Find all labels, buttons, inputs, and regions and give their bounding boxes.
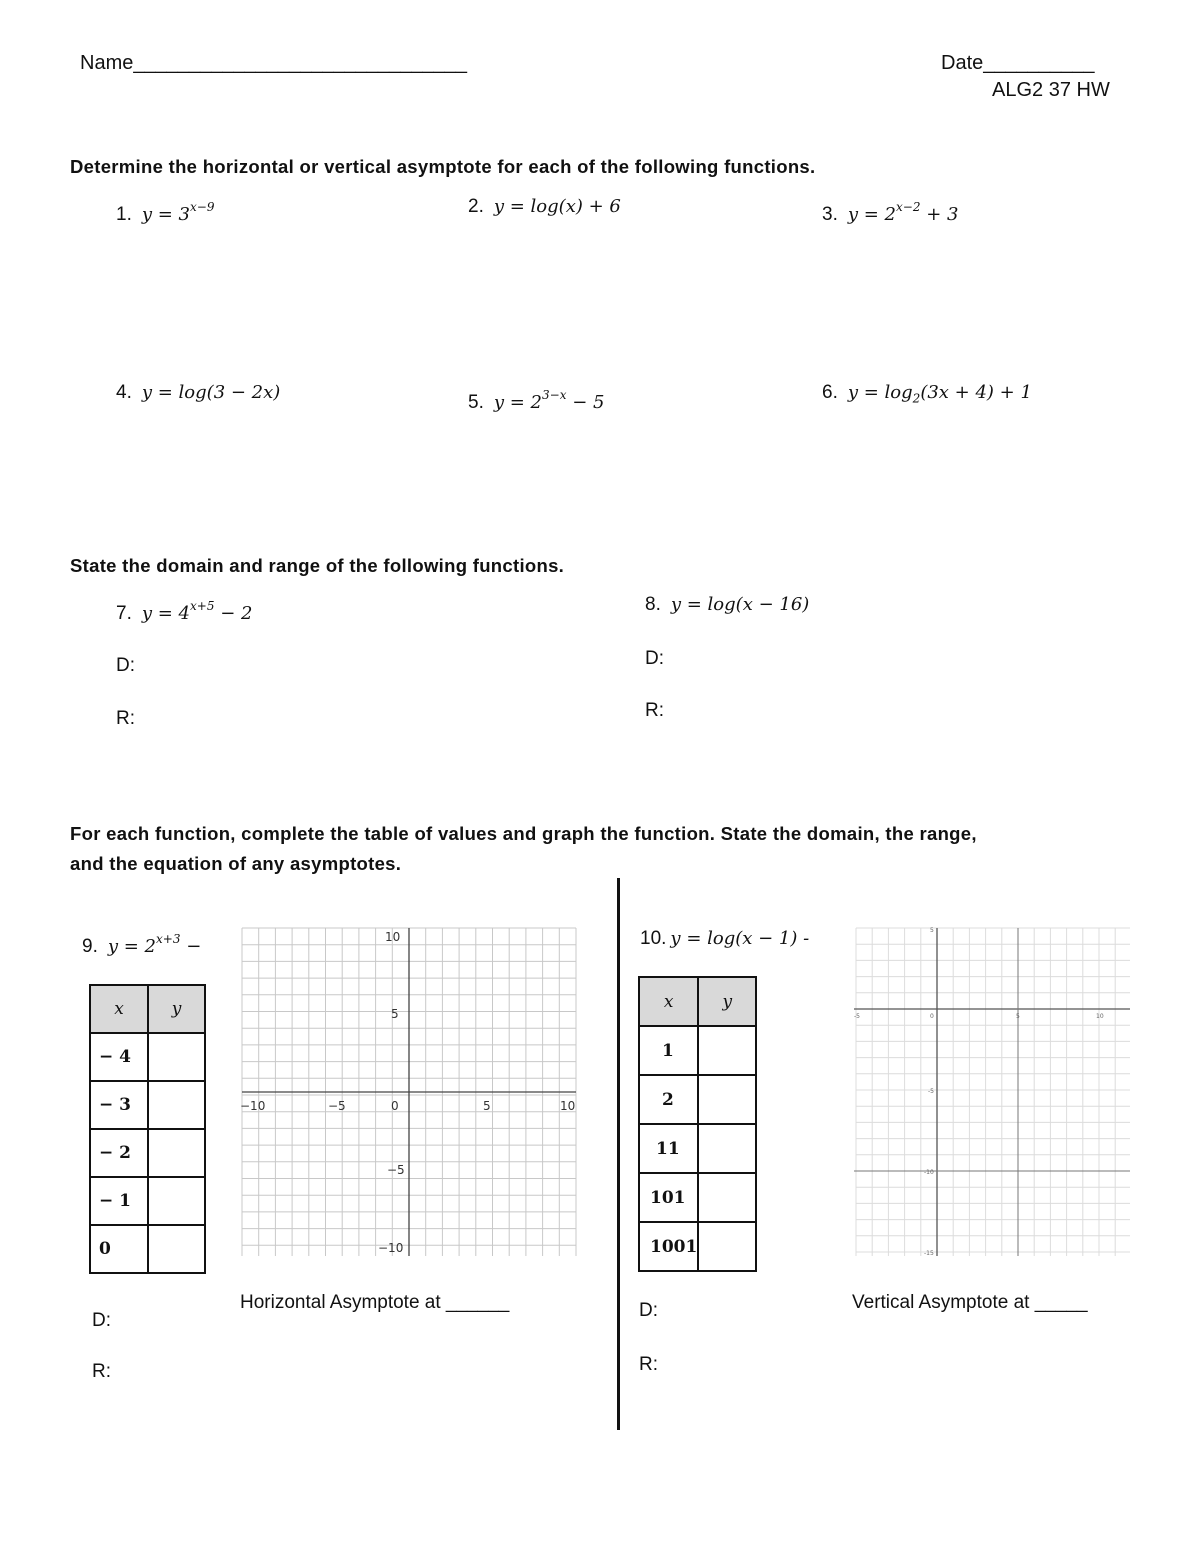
- problem-8-domain-label: D:: [645, 648, 664, 669]
- table-x-cell: 2: [639, 1075, 698, 1124]
- problem-10-value-table: [638, 976, 757, 1272]
- x-tick-label: 10: [1096, 1013, 1104, 1020]
- x-tick-label: −10: [240, 1099, 266, 1113]
- table-y-cell[interactable]: [148, 1177, 205, 1225]
- table-y-cell[interactable]: [148, 1225, 205, 1273]
- table-header-x: x: [90, 985, 148, 1033]
- y-tick-label: -15: [924, 1250, 934, 1257]
- problem-9-value-table: [89, 984, 206, 1274]
- table-y-cell[interactable]: [698, 1124, 756, 1173]
- table-x-cell: 101: [639, 1173, 698, 1222]
- y-tick-label: 5: [391, 1007, 399, 1021]
- table-x-cell: 0: [90, 1225, 148, 1273]
- x-tick-label: 10: [560, 1099, 576, 1113]
- problem-10-graph: [852, 922, 1132, 1258]
- table-x-cell: − 4: [90, 1033, 148, 1081]
- horizontal-asymptote-label: Horizontal Asymptote at ______: [240, 1292, 510, 1313]
- table-x-cell: − 1: [90, 1177, 148, 1225]
- problem-2: 2. y = log(x) + 6: [468, 196, 621, 217]
- table-x-cell: − 2: [90, 1129, 148, 1177]
- y-tick-label: -10: [924, 1169, 934, 1176]
- table-y-cell[interactable]: [148, 1129, 205, 1177]
- x-tick-label: 0: [930, 1013, 934, 1020]
- table-y-cell[interactable]: [698, 1222, 756, 1271]
- x-tick-label: -5: [854, 1013, 860, 1020]
- table-header-y: y: [698, 977, 756, 1026]
- x-tick-label: −5: [328, 1099, 346, 1113]
- problem-7: 7. $y = 4^{x+5} - 2$: [116, 599, 253, 624]
- problem-10: 10. y = log(x − 1) -: [640, 928, 810, 949]
- x-tick-label: 5: [483, 1099, 491, 1113]
- course-code: ALG2 37 HW: [992, 79, 1110, 101]
- problem-9: 9. $y = 2^{x+3}$ −: [82, 932, 202, 957]
- section2-instruction: State the domain and range of the following functions.: [70, 555, 565, 576]
- table-x-cell: 1001: [639, 1222, 698, 1271]
- problem-1: 1. $y = 3^{x-9}$: [116, 200, 215, 225]
- table-y-cell[interactable]: [148, 1081, 205, 1129]
- table-y-cell[interactable]: [698, 1075, 756, 1124]
- problem-4: 4. y = log(3 − 2x): [116, 382, 281, 403]
- x-tick-label: 5: [1016, 1013, 1020, 1020]
- problem-9-domain-label: D:: [92, 1310, 111, 1331]
- table-y-cell[interactable]: [698, 1173, 756, 1222]
- problem-10-range-label: R:: [639, 1354, 658, 1375]
- column-divider: [617, 878, 620, 1430]
- y-tick-label: 10: [385, 930, 401, 944]
- problem-6: 6. $y = \log_2(3x + 4) + 1$: [822, 382, 1032, 406]
- problem-7-domain-label: D:: [116, 655, 135, 676]
- x-tick-label: 0: [391, 1099, 399, 1113]
- y-tick-label: 5: [930, 927, 934, 934]
- problem-8: 8. y = log(x − 16): [645, 594, 810, 615]
- table-x-cell: − 3: [90, 1081, 148, 1129]
- vertical-asymptote-label: Vertical Asymptote at _____: [852, 1292, 1088, 1313]
- table-y-cell[interactable]: [148, 1033, 205, 1081]
- table-header-x: x: [639, 977, 698, 1026]
- name-field-label: Name______________________________: [80, 52, 468, 74]
- problem-9-graph: [236, 922, 582, 1262]
- section1-instruction: Determine the horizontal or vertical asymptote for each of the following functions.: [70, 156, 816, 177]
- y-tick-label: −10: [378, 1241, 404, 1255]
- problem-9-range-label: R:: [92, 1361, 111, 1382]
- y-tick-label: −5: [387, 1163, 405, 1177]
- graph-grid: [856, 928, 1130, 1256]
- date-field-label: Date__________: [941, 52, 1095, 74]
- problem-3: 3. $y = 2^{x-2} + 3$: [822, 200, 959, 225]
- problem-8-range-label: R:: [645, 700, 664, 721]
- section3-instruction-line1: For each function, complete the table of values and graph the function. State the domain, the range,: [70, 823, 977, 844]
- problem-7-range-label: R:: [116, 708, 135, 729]
- problem-10-domain-label: D:: [639, 1300, 658, 1321]
- table-x-cell: 11: [639, 1124, 698, 1173]
- table-y-cell[interactable]: [698, 1026, 756, 1075]
- section3-instruction-line2: and the equation of any asymptotes.: [70, 853, 402, 874]
- table-header-y: y: [148, 985, 205, 1033]
- problem-5: 5. $y = 2^{3-x} - 5$: [468, 388, 605, 413]
- y-tick-label: -5: [928, 1088, 934, 1095]
- table-x-cell: 1: [639, 1026, 698, 1075]
